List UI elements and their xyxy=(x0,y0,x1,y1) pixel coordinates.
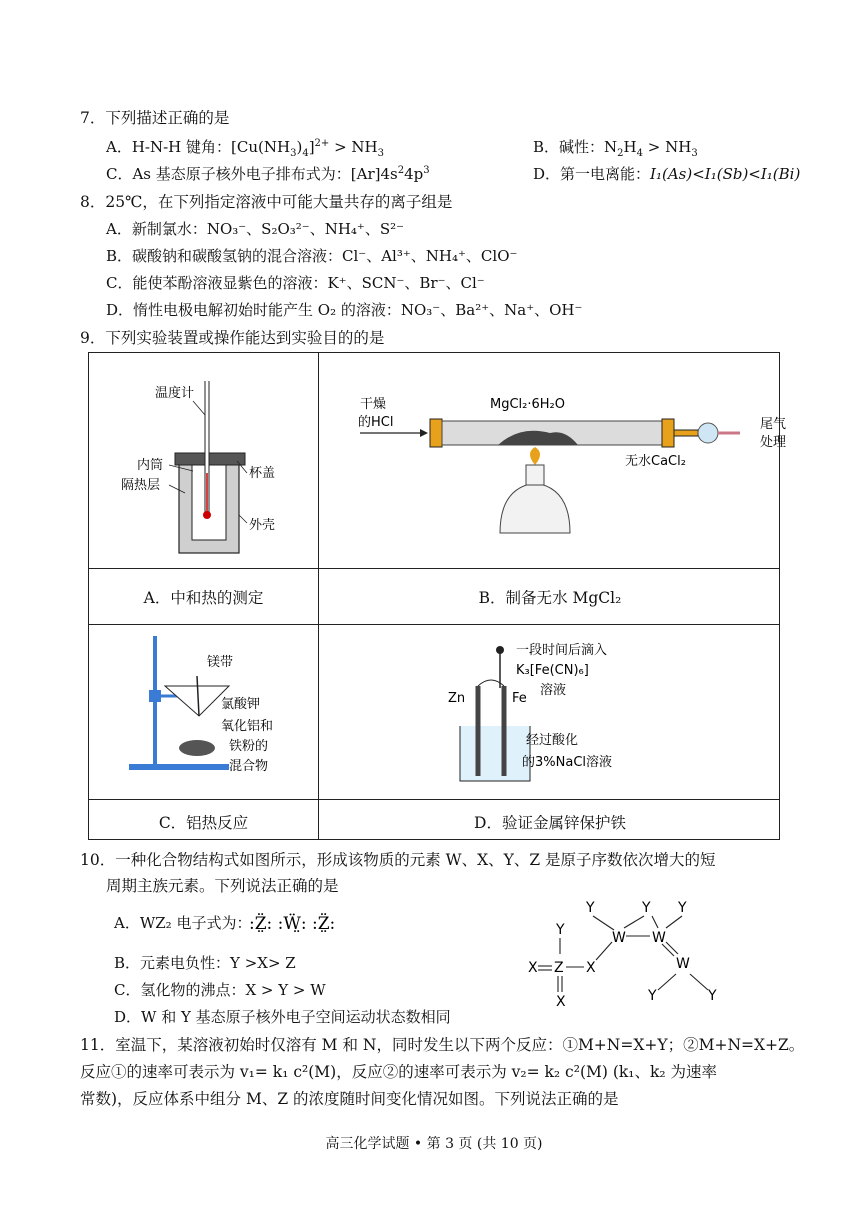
svg-text:X: X xyxy=(586,960,596,976)
q7-option-b: B．碱性：$N_2H_4 > NH_3$ xyxy=(533,138,698,159)
label-thermometer: 温度计 xyxy=(155,386,195,401)
label-mixture-2: 铁粉的 xyxy=(229,739,269,754)
label-kclo3: 氯酸钾 xyxy=(221,697,261,712)
q10-stem-2: 周期主族元素。下列说法正确的是 xyxy=(106,877,339,895)
label-fe: Fe xyxy=(512,691,527,706)
q10-option-d: D．W 和 Y 基态原子核外电子空间运动状态数相同 xyxy=(114,1008,451,1026)
svg-text:Y: Y xyxy=(648,988,657,1004)
q9-stem: 9．下列实验装置或操作能达到实验目的的是 xyxy=(80,329,385,347)
label-tail-gas-1: 尾气 xyxy=(760,417,787,432)
q9-apparatus-table xyxy=(88,352,787,840)
label-solution-1: 经过酸化 xyxy=(526,733,579,748)
q10-stem-1: 10．一种化合物结构式如图所示，形成该物质的元素 W、X、Y、Z 是原子序数依次增大的短 xyxy=(80,851,716,869)
label-zn: Zn xyxy=(448,691,466,706)
svg-text:Y: Y xyxy=(586,900,595,916)
svg-text:Z: Z xyxy=(554,960,564,976)
label-tail-gas-2: 处理 xyxy=(760,435,787,450)
caption-b: B．制备无水 MgCl₂ xyxy=(478,589,622,607)
q8-option-b: B．碳酸钠和碳酸氢钠的混合溶液：Cl⁻、Al³⁺、NH₄⁺、ClO⁻ xyxy=(106,247,518,265)
label-add-reagent-3: 溶液 xyxy=(540,683,567,698)
label-shell: 外壳 xyxy=(249,518,276,533)
label-mgcl2-hydrate: MgCl₂·6H₂O xyxy=(490,397,565,412)
label-dry-hcl-1: 干燥 xyxy=(360,397,387,412)
figure-calorimeter xyxy=(89,353,318,568)
q8-option-a: A．新制氯水：NO₃⁻、S₂O₃²⁻、NH₄⁺、S²⁻ xyxy=(106,220,405,238)
svg-text:Y: Y xyxy=(708,988,717,1004)
label-solution-2: 的3%NaCl溶液 xyxy=(522,755,613,770)
page-footer: 高三化学试题 • 第 3 页 (共 10 页) xyxy=(325,1136,543,1152)
figure-thermite xyxy=(89,626,318,799)
figure-mgcl2-prep xyxy=(320,353,787,568)
q7-option-a: A．H-N-H 键角：$[Cu(NH_3)_4]^{2+} > NH_3$ xyxy=(106,138,384,159)
caption-a: A．中和热的测定 xyxy=(143,589,264,607)
svg-text:Y: Y xyxy=(556,922,565,938)
label-mixture-3: 混合物 xyxy=(229,759,269,774)
svg-text:Y: Y xyxy=(642,900,651,916)
svg-text:W: W xyxy=(652,930,666,946)
q7-option-c: C．As 基态原子核外电子排布式为：$[Ar]4s^24p^3$ xyxy=(106,165,430,183)
q10-option-b: B．元素电负性：Y >X> Z xyxy=(114,954,296,972)
label-add-reagent-2: K₃[Fe(CN)₆] xyxy=(516,663,589,678)
svg-text:W: W xyxy=(612,930,626,946)
label-add-reagent-1: 一段时间后滴入 xyxy=(516,643,608,658)
label-lid: 杯盖 xyxy=(249,466,276,481)
q7-option-d: D．第一电离能：I₁(As)<I₁(Sb)<I₁(Bi) xyxy=(533,165,801,183)
table-divider xyxy=(89,799,779,800)
svg-text:X: X xyxy=(528,960,538,976)
label-mixture-1: 氧化铝和 xyxy=(221,719,274,734)
electron-dot-formula xyxy=(245,905,365,939)
svg-text:X: X xyxy=(556,994,566,1010)
q10-option-a: A．WZ₂ 电子式为： xyxy=(114,914,252,932)
q11-line-3: 常数)，反应体系中组分 M、Z 的浓度随时间变化情况如图。下列说法正确的是 xyxy=(80,1090,619,1108)
table-divider xyxy=(89,568,779,569)
label-anhydrous-cacl2: 无水CaCl₂ xyxy=(625,454,686,469)
q11-line-1: 11．室温下，某溶液初始时仅溶有 M 和 N，同时发生以下两个反应：①M+N=X+Y；②M+N=X+Z。 xyxy=(80,1036,805,1054)
q10-structure-formula xyxy=(520,890,740,1015)
q10-option-c: C．氢化物的沸点：X > Y > W xyxy=(114,981,326,999)
q8-option-d: D．惰性电极电解初始时能产生 O₂ 的溶液：NO₃⁻、Ba²⁺、Na⁺、OH⁻ xyxy=(106,301,583,319)
caption-d: D．验证金属锌保护铁 xyxy=(474,814,626,832)
q11-line-2: 反应①的速率可表示为 v₁= k₁ c²(M)，反应②的速率可表示为 v₂= k₂ c²(M) (k₁、k₂ 为速率 xyxy=(80,1063,718,1081)
figure-zn-fe-cell xyxy=(320,626,780,799)
svg-text:Y: Y xyxy=(678,900,687,916)
label-mg-ribbon: 镁带 xyxy=(207,655,234,670)
svg-text::Z̤̈: :Ẅ̤: :Z̤̈:: :Z̤̈: :Ẅ̤: :Z̤̈: xyxy=(249,914,336,934)
label-insulation: 隔热层 xyxy=(121,478,161,493)
q8-stem: 8．25℃，在下列指定溶液中可能大量共存的离子组是 xyxy=(80,193,453,211)
label-dry-hcl-2: 的HCl xyxy=(358,415,394,430)
svg-text:W: W xyxy=(676,956,690,972)
q7-stem: 7．下列描述正确的是 xyxy=(80,109,230,127)
caption-c: C．铝热反应 xyxy=(158,814,249,832)
label-inner-cup: 内筒 xyxy=(137,458,164,473)
q8-option-c: C．能使苯酚溶液显紫色的溶液：K⁺、SCN⁻、Br⁻、Cl⁻ xyxy=(106,274,485,292)
